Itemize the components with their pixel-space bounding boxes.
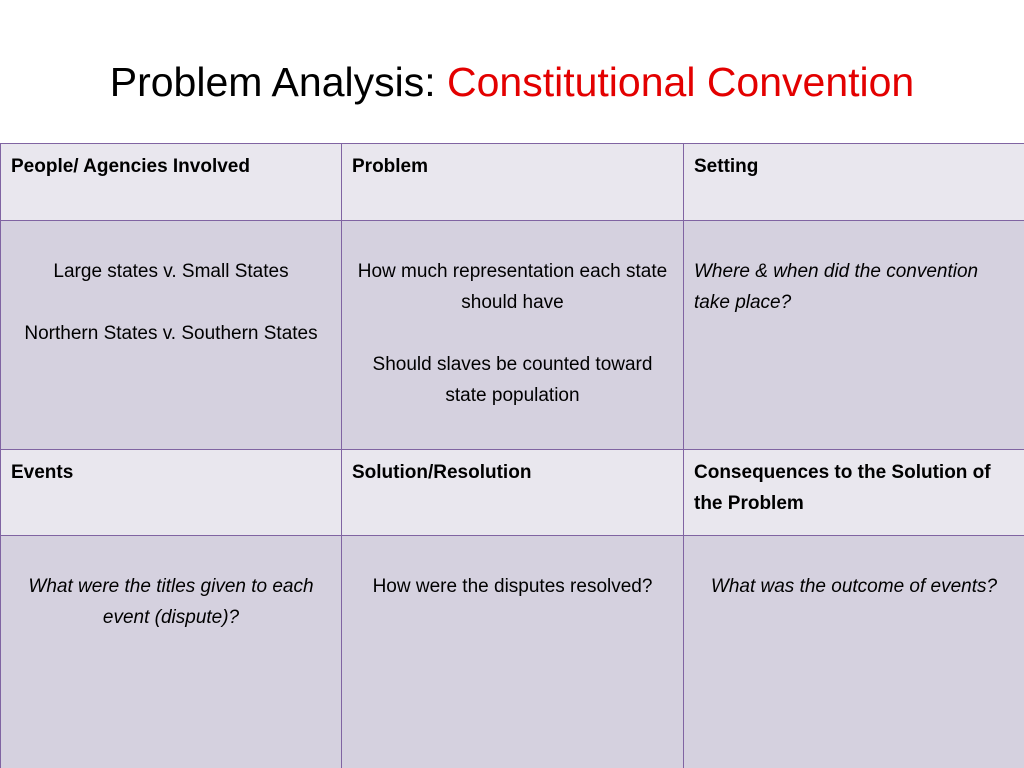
title-prefix: Problem Analysis: xyxy=(109,59,447,105)
table-row xyxy=(1,450,1024,536)
title-accent: Constitutional Convention xyxy=(447,59,915,105)
header-problem: Problem xyxy=(342,144,684,221)
header-setting: Setting xyxy=(684,144,1024,221)
cell-consequences: What was the outcome of events? xyxy=(684,536,1024,768)
cell-solution-resolution: How were the disputes resolved? xyxy=(342,536,684,768)
cell-problem xyxy=(342,221,684,450)
problem-analysis-table xyxy=(0,143,1024,768)
header-events: Events xyxy=(1,450,342,536)
spacer xyxy=(352,318,673,349)
slide-title xyxy=(0,52,1024,112)
problem-line-1: How much representation each state should have xyxy=(357,261,668,313)
cell-events: What were the titles given to each event (dispute)? xyxy=(1,536,342,768)
table-row xyxy=(1,221,1024,450)
table-row xyxy=(1,144,1024,221)
cell-people-agencies xyxy=(1,221,342,450)
header-solution-resolution: Solution/Resolution xyxy=(342,450,684,536)
header-people-agencies: People/ Agencies Involved xyxy=(1,144,342,221)
spacer xyxy=(11,287,331,318)
problem-line-2: Should slaves be counted toward state population xyxy=(372,354,653,406)
people-line-2: Northern States v. Southern States xyxy=(24,323,318,344)
table-row xyxy=(1,536,1024,768)
header-consequences: Consequences to the Solution of the Problem xyxy=(684,450,1024,536)
people-line-1: Large states v. Small States xyxy=(53,261,289,282)
cell-setting: Where & when did the convention take place? xyxy=(684,221,1024,450)
